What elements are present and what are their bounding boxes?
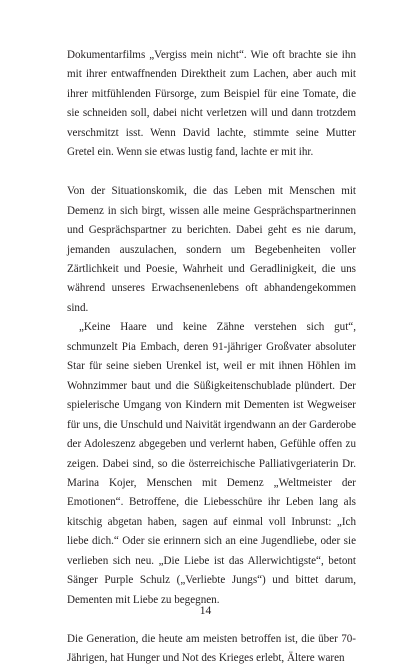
body-text (67, 46, 356, 668)
paragraph-generation: Die Generation, die heute am meisten betroffen ist, die über 70-Jährigen, hat Hunger und Not des Krieges erlebt, Ältere waren (67, 632, 356, 665)
paragraph-continuation: Dokumentarfilms „Vergiss mein nicht“. Wie oft brachte sie ihn mit ihrer entwaffnenden Direktheit zum Lachen, aber auch mit ihrer mitfühlenden Fürsorge, zum Beispiel für eine Tomate, die sie schneiden soll, dabei nicht verletzen will und dann trotzdem verschmitzt isst. Wenn David lachte, stimmte seine Mutter Gretel ein. Wenn sie etwas lustig fand, lachte er mit ihr. (67, 49, 356, 159)
paragraph-situation-comedy: Von der Situationskomik, die das Leben mit Menschen mit Demenz in sich birgt, wissen alle meine Gesprächspartnerinnen und Gesprächspartner zu berichten. Dabei geht es nie darum, jemanden auszulachen, sondern um Begebenheiten voller Zärtlichkeit und Poesie, Wahrheit und Geradlinigkeit, die uns während unseres Erwachsenenlebens oft abhandengekommen sind. (67, 185, 356, 314)
page-number: 14 (199, 605, 212, 617)
paragraph-pia-embach: „Keine Haare und keine Zähne verstehen sich gut“, schmunzelt Pia Embach, deren 91-jähriger Großvater absoluter Star für seine sieben Urenkel ist, weil er mit ihnen Höhlen im Wohnzimmer baut und die Süßigkeitenschublade plündert. Der spielerische Umgang von Kindern mit Dementen ist Wegweiser für uns, die Unschuld und Naivität irgendwann an der Garderobe der Adoleszenz abgegeben und verlernt haben, Gefühle offen zu zeigen. Dabei sind, so die österreichische Palliativgeriaterin Dr. Marina Kojer, Menschen mit Demenz „Weltmeister der Emotionen“. Betroffene, die Liebesschüre ihr Leben lang als kitschig abgetan haben, sagen auf einmal voll Inbrunst: „Ich liebe dich.“ Oder sie erinnern sich an eine Jugendliebe, oder sie verlieben sich neu. „Die Liebe ist das Allerwichtigste“, betont Sänger Purple Schulz („Verliebte Jungs“) und bittet darum, Dementen mit Liebe zu begegnen. (67, 321, 356, 606)
